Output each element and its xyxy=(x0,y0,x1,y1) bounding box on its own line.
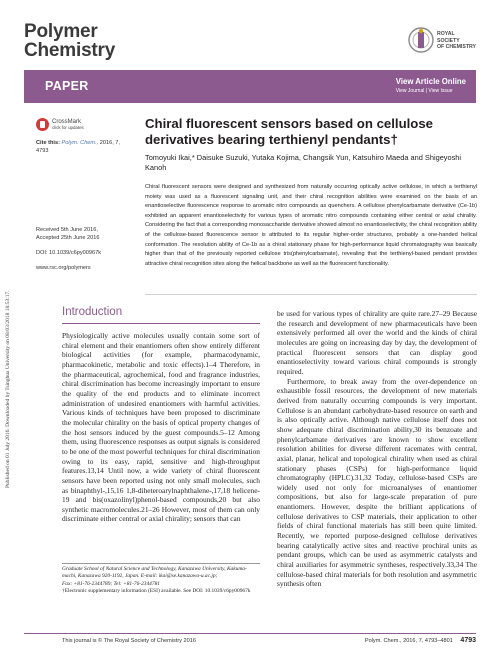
publisher-logo[interactable] xyxy=(408,20,476,60)
intro-paragraph-2: Furthermore, to break away from the over-dependence on exhaustible fossil resources, the development of new materials derived from naturally occurring compounds is very important. Cellulose is an abundant carbohydrate-based resource on earth and is also optically active. Although native cellulose itself does not show adequate chiral discrimination ability,30 its benzoate and phenylcarbamate derivatives are known to show excellent resolution abilities for diverse different racemates with central, axial, planar, helical and topological chirality when used as chiral stationary phases (CSPs) for high-performance liquid chromatography (HPLC).31,32 Today, cellulose-based CSPs are widely used not only for microanalyses of enantiomer compositions, but also for large-scale preparation of pure enantiomers. However, despite the brilliant applications of cellulose derivatives to CSP materials, their application to other fields of chiral functional materials has still been quite limited. Recently, we reported purpose-designed cellulose derivatives bearing catalytically active sites and reactive prochiral units as pendant groups, which can be used as asymmetric catalysts and chiral auxiliaries for asymmetric syntheses, respectively.33,34 The cellulose-based chiral materials for both resolution and asymmetric synthesis often xyxy=(277,376,477,589)
journal-website-link[interactable]: www.rsc.org/polymers xyxy=(36,265,91,271)
footer-journal-reference: Polym. Chem., 2016, 7, 4793–4801 xyxy=(364,638,453,644)
view-journal-issue-links[interactable]: View Journal | View Issue xyxy=(395,88,453,94)
doi-text[interactable]: DOI: 10.1039/c6py00967k xyxy=(36,250,101,256)
footer-copyright: This journal is © The Royal Society of Chemistry 2016 xyxy=(62,638,196,644)
section-heading-rule xyxy=(62,323,260,324)
intro-paragraph-1: Physiologically active molecules usually contain some sort of chiral element and their enantiomers often show entirely different biological activities (for example, pharmacodynamic, pharmacokinetic, metabolic and toxic effects).1–4 Therefore, in the pharmaceutical, agrochemical, food and fragrance industries, chiral discrimination has become increasingly important to ensure the quality of the end products and to eliminate incorrect administration of undesired enantiomers with harmful activities. Various kinds of techniques have been proposed to discriminate the molecular chirality on the basis of optical property changes of the host sensors induced by the guest compounds.5–12 Among them, using fluorescence responses as output signals is considered to be one of the most powerful techniques for chiral discrimination owing to its easy, rapid, sensitive and high-throughput features.13,14 Until now, a wide variety of chiral fluorescent sensors have been reported using not only small molecules, such as binaphthyl-,15,16 1,8-diheteroarylnaphthalene-,17,18 helicene-19 and bis(oxazolinyl)phenol-based compounds,20 but also synthetic macromolecules.21–26 However, most of them can only discriminate either central or axial chirality; sensors that can xyxy=(62,331,260,524)
journal-name-line1: Polymer xyxy=(24,21,98,42)
footnote-esi[interactable]: †Electronic supplementary information (ESI) available. See DOI: 10.1039/c6py00967k xyxy=(62,588,251,595)
crossmark-label: CrossMark xyxy=(52,119,82,125)
abstract-text: Chiral fluorescent sensors were designed and synthesized from naturally occurring optically active cellulose, in which a terthienyl moiety was used as a fluorescent signaling unit, and their chiral recognition abilities were examined on the basis of an enantioselective fluorescence response to aromatic nitro compounds as quenchers. A cellulose phenylcarbamate derivative (Ce-1b) exhibited an apparent enantioselectivity for various types of aromatic nitro compounds containing either central or axial chirality. Considering the fact that a corresponding monosaccharide derivative showed almost no enantioselectivity, the chiral recognition ability of the cellulose-based fluorescence sensor is attributed to its regular higher-order structures, probably a one-handed helical conformation. The resolution ability of Ce-1b as a chiral stationary phase for high-performance liquid chromatography was basically higher than that of the previously reported cellulose tris(phenylcarbamate), revealing that the terthienyl-based pendant provides attractive chiral recognition sites along the helical backbone as well as the fluorescent functionality. xyxy=(145,184,477,267)
footnote-contact: Fax: +81-76-2344789; Tel: +81-76-2344781 xyxy=(62,580,160,587)
crossmark-sublabel: click for updates xyxy=(52,125,84,130)
article-authors: Tomoyuki Ikai,* Daisuke Suzuki, Yutaka Kojima, Changsik Yun, Katsuhiro Maeda and Shigeyoshi Kanoh xyxy=(145,153,462,172)
footer-divider xyxy=(24,633,476,634)
footnote-affiliation: Graduate School of Natural Science and Technology, Kanazawa University, Kakuma-machi, Kanazawa 920-1192, Japan. E-mail: ikai@se.kanazawa-u.ac.jp; xyxy=(62,566,247,580)
publisher-logo-line1: ROYAL SOCIETY xyxy=(437,31,460,44)
crossmark-icon xyxy=(36,118,49,131)
section-heading-introduction: Introduction xyxy=(62,306,123,318)
accepted-date: Accepted 25th June 2016 xyxy=(36,235,100,241)
footnotes xyxy=(62,566,260,596)
footer-citation xyxy=(365,637,476,644)
journal-name xyxy=(24,22,194,60)
page-number: 4793 xyxy=(460,637,476,644)
body-column-right xyxy=(277,309,477,589)
article-type-banner xyxy=(24,70,476,103)
cite-year-volume: 2016, 7, xyxy=(99,140,120,146)
article-type-label: PAPER xyxy=(45,79,89,93)
citation-block xyxy=(36,140,131,155)
publisher-logo-line2: OF CHEMISTRY xyxy=(437,44,477,50)
cite-pages: 4793 xyxy=(36,147,49,154)
rsc-emblem-icon xyxy=(408,24,434,56)
article-dates xyxy=(36,226,131,272)
intro-paragraph-1-continued: be used for various types of chirality are quite rare.27–29 Because the research and development of new pharmaceuticals have been extensively performed all over the world and the kinds of chiral molecules are going on increasing day by day, the development of practical fluorescent sensors that can display good enantioselectivity toward various chiral compounds is strongly required. xyxy=(277,309,477,376)
received-date: Received 5th June 2016, xyxy=(36,227,98,233)
cite-reference[interactable]: Polym. Chem., xyxy=(61,140,99,146)
crossmark-badge[interactable] xyxy=(36,118,96,132)
download-side-note xyxy=(2,128,16,488)
footnote-divider xyxy=(62,563,260,564)
cite-label: Cite this: xyxy=(36,140,60,146)
view-article-online-link[interactable]: View Article Online xyxy=(395,77,466,86)
download-side-note-text: Published on 01 July 2016. Downloaded by Tsinghua University on 08/03/2018 18:53:17. xyxy=(5,290,11,488)
journal-name-line2: Chemistry xyxy=(24,40,116,61)
abstract-divider xyxy=(145,294,477,295)
article-title: Chiral fluorescent sensors based on cellulose derivatives bearing terthienyl pendants† xyxy=(145,116,434,147)
body-column-left xyxy=(62,331,260,524)
